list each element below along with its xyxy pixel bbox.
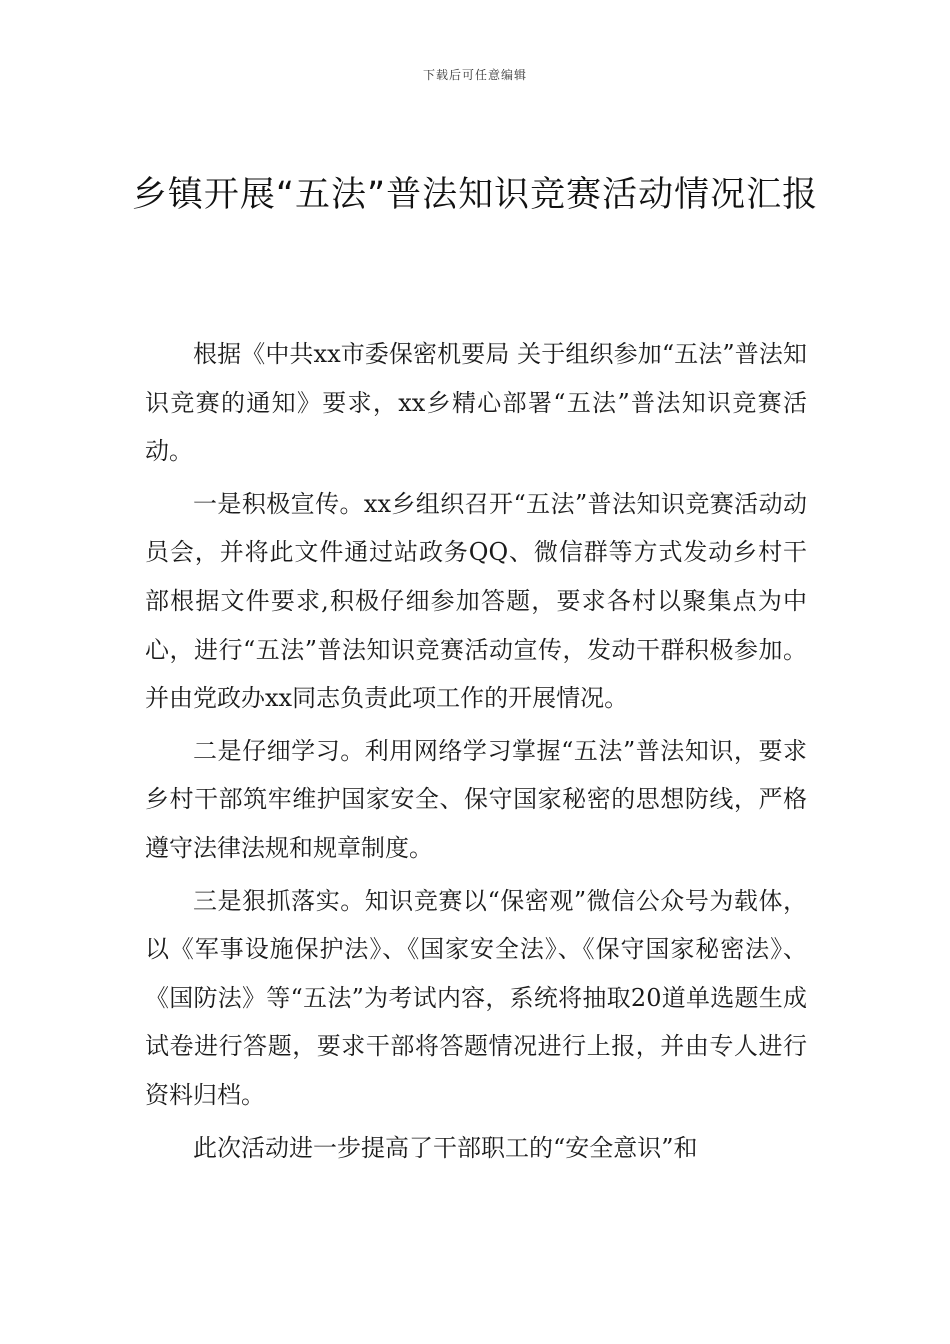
paragraph-implementation: 三是狠抓落实。知识竞赛以“保密观”微信公众号为载体，以《军事设施保护法》、《国家安全法》、《保守国家秘密法》、《国防法》等“五法”为考试内容，系统将抽取20道单选题生成试卷进行答题，要求干部将答题情况进行上报，并由专人进行资料归档。	[145, 886, 807, 1109]
document-body	[145, 330, 807, 1176]
paragraph-conclusion: 此次活动进一步提高了干部职工的“安全意识”和	[193, 1133, 698, 1162]
header-note: 下载后可任意编辑	[422, 68, 527, 82]
paragraph-study: 二是仔细学习。利用网络学习掌握“五法”普法知识，要求乡村干部筑牢维护国家安全、保守国家秘密的思想防线，严格遵守法律法规和规章制度。	[145, 736, 807, 862]
document-title: 乡镇开展“五法”普法知识竞赛活动情况汇报	[131, 175, 819, 215]
paragraph-publicity: 一是积极宣传。xx乡组织召开“五法”普法知识竞赛活动动员会，并将此文件通过站政务QQ、微信群等方式发动乡村干部根据文件要求,积极仔细参加答题，要求各村以聚集点为中心，进行“五法”普法知识竞赛活动宣传，发动干群积极参加。并由党政办xx同志负责此项工作的开展情况。	[145, 489, 807, 713]
paragraph-intro: 根据《中共xx市委保密机要局 关于组织参加“五法”普法知识竞赛的通知》要求，xx乡精心部署“五法”普法知识竞赛活动。	[145, 340, 807, 466]
